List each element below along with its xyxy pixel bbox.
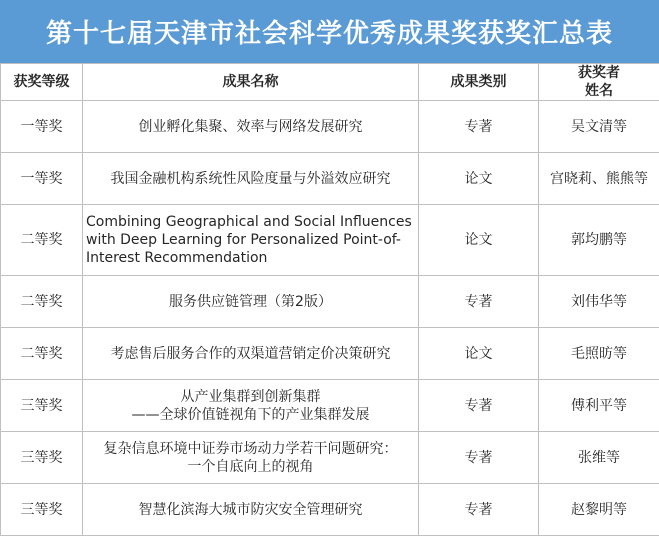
achievement-name-line: 从产业集群到创新集群 xyxy=(180,388,321,405)
achievement-name-line: Interest Recommendation xyxy=(86,250,268,266)
header-winner-line1: 获奖者 xyxy=(578,65,620,81)
winner-name-cell: 郭均鹏等 xyxy=(539,205,659,276)
award-level-cell: 三等奖 xyxy=(1,484,83,536)
header-type: 成果类别 xyxy=(419,64,539,101)
winner-name-cell: 毛照昉等 xyxy=(539,328,659,380)
table-row xyxy=(1,153,659,205)
achievement-type-cell: 论文 xyxy=(419,153,539,205)
achievement-name-line: 复杂信息环境中证券市场动力学若干问题研究： xyxy=(103,440,398,457)
achievement-name-line: with Deep Learning for Personalized Point-of- xyxy=(86,232,401,248)
achievement-name-line: 智慧化滨海大城市防灾安全管理研究 xyxy=(138,501,363,518)
achievement-name-line: ——全球价值链视角下的产业集群发展 xyxy=(131,406,370,423)
award-level-cell: 三等奖 xyxy=(1,432,83,484)
table-row xyxy=(1,328,659,380)
achievement-name-line: 我国金融机构系统性风险度量与外溢效应研究 xyxy=(110,170,391,187)
achievement-type-cell: 论文 xyxy=(419,328,539,380)
achievement-name-line: Combining Geographical and Social Influences xyxy=(86,214,412,230)
achievement-name-cell xyxy=(83,484,419,536)
header-winner-line2: 姓名 xyxy=(585,83,613,99)
table-row xyxy=(1,432,659,484)
table-row xyxy=(1,276,659,328)
achievement-name-cell xyxy=(83,101,419,153)
achievement-name-line: 创业孵化集聚、效率与网络发展研究 xyxy=(138,118,363,135)
achievement-name-cell xyxy=(83,432,419,484)
achievement-type-cell: 专著 xyxy=(419,484,539,536)
table-row xyxy=(1,484,659,536)
achievement-name-cell xyxy=(83,380,419,432)
achievement-type-cell: 专著 xyxy=(419,380,539,432)
header-row xyxy=(1,64,659,101)
winner-name-cell: 赵黎明等 xyxy=(539,484,659,536)
winner-name-cell: 宫晓莉、熊熊等 xyxy=(539,153,659,205)
winner-name-cell: 傅利平等 xyxy=(539,380,659,432)
table-title: 第十七届天津市社会科学优秀成果奖获奖汇总表 xyxy=(0,0,659,63)
award-level-cell: 二等奖 xyxy=(1,276,83,328)
table-row xyxy=(1,380,659,432)
achievement-name-cell xyxy=(83,328,419,380)
achievement-type-cell: 专著 xyxy=(419,276,539,328)
awards-table xyxy=(0,63,659,536)
achievement-name-line: 考虑售后服务合作的双渠道营销定价决策研究 xyxy=(110,345,391,362)
achievement-name-line: 一个自底向上的视角 xyxy=(187,458,314,475)
achievement-name-line: 服务供应链管理（第2版） xyxy=(169,293,332,310)
header-winner xyxy=(539,64,659,101)
award-level-cell: 三等奖 xyxy=(1,380,83,432)
achievement-type-cell: 专著 xyxy=(419,101,539,153)
winner-name-cell: 刘伟华等 xyxy=(539,276,659,328)
achievement-name-cell xyxy=(83,205,419,276)
achievement-name-cell xyxy=(83,276,419,328)
table-row xyxy=(1,101,659,153)
winner-name-cell: 吴文清等 xyxy=(539,101,659,153)
achievement-name-cell xyxy=(83,153,419,205)
achievement-type-cell: 论文 xyxy=(419,205,539,276)
table-row xyxy=(1,205,659,276)
header-name: 成果名称 xyxy=(83,64,419,101)
award-level-cell: 二等奖 xyxy=(1,328,83,380)
award-level-cell: 一等奖 xyxy=(1,101,83,153)
achievement-type-cell: 专著 xyxy=(419,432,539,484)
winner-name-cell: 张维等 xyxy=(539,432,659,484)
award-level-cell: 一等奖 xyxy=(1,153,83,205)
award-level-cell: 二等奖 xyxy=(1,205,83,276)
header-level: 获奖等级 xyxy=(1,64,83,101)
